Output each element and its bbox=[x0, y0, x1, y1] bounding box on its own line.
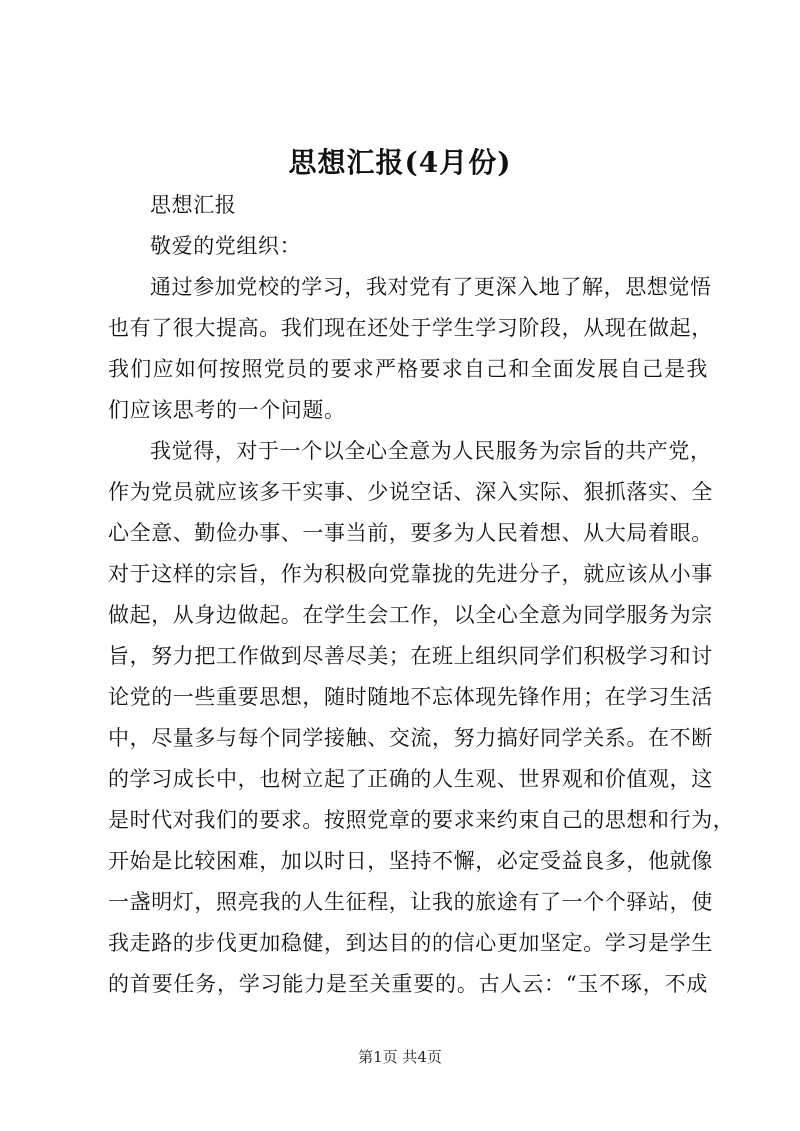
paragraph-line: 一盏明灯，照亮我的人生征程，让我的旅途有了一个个驿站，使 bbox=[108, 890, 713, 914]
paragraph-line: 的学习成长中，也树立起了正确的人生观、世界观和价值观，这 bbox=[108, 767, 713, 791]
paragraph-line: 通过参加党校的学习，我对党有了更深入地了解，思想觉悟 bbox=[150, 275, 712, 299]
paragraph-line: 我们应如何按照党员的要求严格要求自己和全面发展自己是我 bbox=[108, 357, 708, 381]
paragraph-line: 也有了很大提高。我们现在还处于学生学习阶段，从现在做起， bbox=[108, 316, 713, 340]
paragraph-line: 们应该思考的一个问题。 bbox=[108, 398, 346, 422]
paragraph-line: 我走路的步伐更加稳健，到达目的的信心更加坚定。学习是学生 bbox=[108, 931, 713, 955]
paragraph-line: 论党的一些重要思想，随时随地不忘体现先锋作用；在学习生活 bbox=[108, 685, 713, 709]
paragraph-line: 做起，从身边做起。在学生会工作，以全心全意为同学服务为宗 bbox=[108, 603, 713, 627]
salutation-heading: 思想汇报 bbox=[150, 193, 237, 217]
paragraph-line: 我觉得，对于一个以全心全意为人民服务为宗旨的共产党， bbox=[150, 439, 712, 463]
salutation: 敬爱的党组织： bbox=[150, 234, 302, 258]
paragraph-line: 中，尽量多与每个同学接触、交流，努力搞好同学关系。在不断 bbox=[108, 726, 713, 750]
paragraph-line: 作为党员就应该多干实事、少说空话、深入实际、狠抓落实、全 bbox=[108, 480, 713, 504]
page-number-footer: 第1页 共4页 bbox=[358, 1048, 442, 1066]
paragraph-line: 心全意、勤俭办事、一事当前，要多为人民着想、从大局着眼。 bbox=[108, 521, 713, 545]
paragraph-line: 旨，努力把工作做到尽善尽美；在班上组织同学们积极学习和讨 bbox=[108, 644, 713, 668]
document-title: 思想汇报(4月份) bbox=[288, 146, 512, 179]
paragraph-line: 对于这样的宗旨，作为积极向党靠拢的先进分子，就应该从小事 bbox=[108, 562, 713, 586]
paragraph-line: 的首要任务，学习能力是至关重要的。古人云：“玉不琢，不成 bbox=[108, 972, 708, 996]
paragraph-line: 开始是比较困难，加以时日，坚持不懈，必定受益良多，他就像 bbox=[108, 849, 713, 873]
paragraph-line: 是时代对我们的要求。按照党章的要求来约束自己的思想和行为， bbox=[108, 808, 735, 832]
